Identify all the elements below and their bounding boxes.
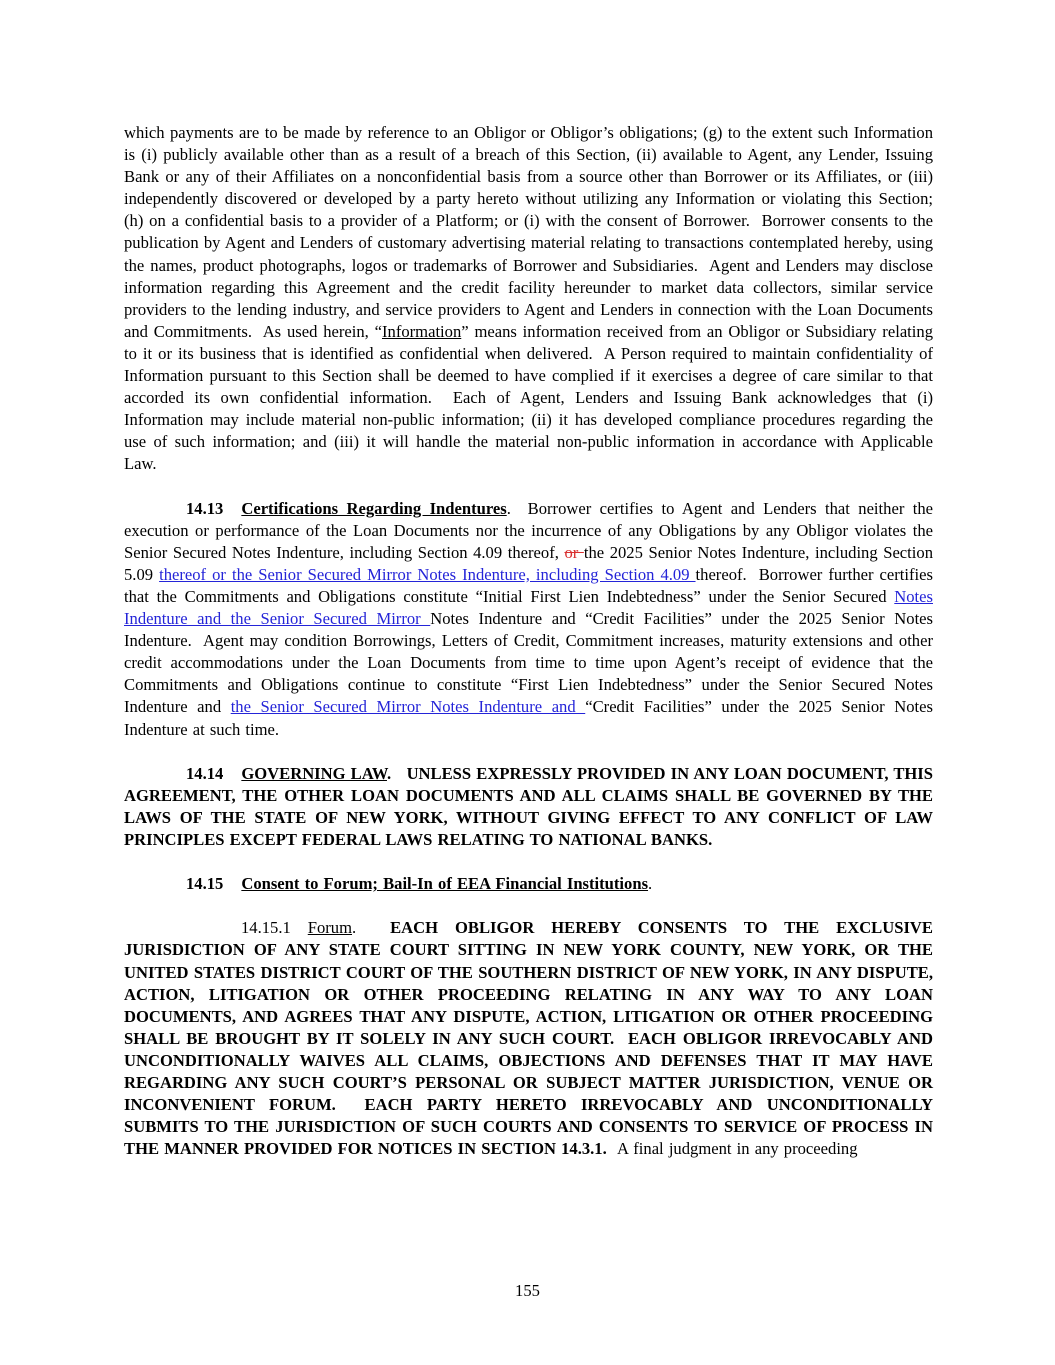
page-body <box>124 122 933 1160</box>
text-run: . <box>352 918 391 938</box>
text-run: 14.13 <box>186 498 224 518</box>
text-run: Notes Indenture and “Credit Facilities” under the 2025 Senior Notes Indenture. Agent may condition Borrowings, Letters of Credit, Commitment increases, maturity extensions and other credit accommodations under the Loan Documents from time to time upon Agent’s receipt of evidence that the Commitments and Obligations continue to constitute “First Lien Indebtedness” under the Senior Secured Notes Indenture and <box>124 609 933 717</box>
text-run: Notes Indenture and the Senior Secured Mirror <box>124 586 933 629</box>
page-number: 155 <box>515 1281 540 1300</box>
text-run: ” means information received from an Obligor or Subsidiary relating to it or its business that is identified as confidential when delivered. A Person required to maintain confidentiality of Information pursuant to this Section shall be deemed to have complied if it exercises a degree of care similar to that accorded its own confidential information. Each of Agent, Lenders and Issuing Bank acknowledges that (i) Information may include material non-public information; (ii) it has developed compliance procedures regarding the use of such information; and (iii) it will handle the material non-public information in accordance with Applicable Law. <box>124 321 933 474</box>
section-14-13-certifications-regarding-indentures <box>124 498 933 741</box>
text-run: Consent to Forum; Bail-In of EEA Financial Institutions <box>241 874 649 894</box>
section-14-15-consent-to-forum-heading <box>124 873 933 895</box>
text-run: GOVERNING LAW <box>241 763 387 783</box>
text-run: thereof or the Senior Secured Mirror Notes Indenture, including Section 4.09 <box>159 564 696 584</box>
paragraph-confidentiality <box>124 122 933 476</box>
text-run: the 2025 Senior Notes Indenture, including Section 5.09 <box>124 542 933 584</box>
section-14-14-governing-law <box>124 763 933 851</box>
text-run: 14.15 <box>186 874 224 894</box>
text-run: . UNLESS EXPRESSLY PROVIDED IN ANY LOAN DOCUMENT, THIS AGREEMENT, THE OTHER LOAN DOCUMENTS AND ALL CLAIMS SHALL BE GOVERNED BY THE LAWS OF THE STATE OF NEW YORK, WITHOUT GIVING EFFECT TO ANY CONFLICT OF LAW PRINCIPLES EXCEPT FEDERAL LAWS RELATING TO NATIONAL BANKS. <box>124 763 933 849</box>
text-run: Certifications Regarding Indentures <box>241 498 507 518</box>
text-run: EACH OBLIGOR HEREBY CONSENTS TO THE EXCLUSIVE JURISDICTION OF ANY STATE COURT SITTING IN NEW YORK COUNTY, NEW YORK, OR THE UNITED STATES DISTRICT COURT OF THE SOUTHERN DISTRICT OF NEW YORK, IN ANY DISPUTE, ACTION, LITIGATION OR OTHER PROCEEDING RELATING IN ANY WAY TO ANY LOAN DOCUMENTS, AND AGREES THAT ANY DISPUTE, ACTION, LITIGATION OR OTHER PROCEEDING SHALL BE BROUGHT BY IT SOLELY IN ANY SUCH COURT. EACH OBLIGOR IRREVOCABLY AND UNCONDITIONALLY WAIVES ALL CLAIMS, OBJECTIONS AND DEFENSES THAT IT MAY HAVE REGARDING ANY SUCH COURT’S PERSONAL OR SUBJECT MATTER JURISDICTION, VENUE OR INCONVENIENT FORUM. EACH PARTY HERETO IRREVOCABLY AND UNCONDITIONALLY SUBMITS TO THE JURISDICTION OF SUCH COURTS AND CONSENTS TO SERVICE OF PROCESS IN THE MANNER PROVIDED FOR NOTICES IN SECTION 14.3.1. <box>124 918 933 1159</box>
section-14-15-1-forum <box>124 917 933 1160</box>
text-run: Forum <box>307 918 353 938</box>
text-run: . Borrower certifies to Agent and Lenders that neither the execution or performance of the Loan Documents nor the incurrence of any Obligations by any Obligor violates the Senior Secured Notes Indenture, including Section 4.09 thereof, <box>124 498 934 562</box>
text-run: Information <box>382 321 462 341</box>
text-run: “Credit Facilities” under the 2025 Senior Notes Indenture at such time. <box>124 697 933 739</box>
text-run: thereof. Borrower further certifies that the Commitments and Obligations constitute “Initial First Lien Indebtedness” under the Senior Secured <box>124 564 933 606</box>
text-run: or <box>564 542 584 562</box>
text-run: 14.14 <box>186 763 224 783</box>
text-run: which payments are to be made by reference to an Obligor or Obligor’s obligations; (g) to the extent such Information is (i) publicly available other than as a result of a breach of this Section, (ii) available to Agent, any Lender, Issuing Bank or any of their Affiliates on a nonconfidential basis from a source other than Borrower or its Affiliates, or (iii) independently discovered or developed by a party hereto without utilizing any Information or violating this Section; (h) on a confidential basis to a provider of a Platform; or (i) with the consent of Borrower. Borrower consents to the publication by Agent and Lenders of customary advertising material relating to transactions contemplated hereby, using the names, product photographs, logos or trademarks of Borrower and Subsidiaries. Agent and Lenders may disclose information regarding this Agreement and the credit facility hereunder to market data collectors, similar service providers to the lending industry, and service providers to Agent and Lenders in connection with the Loan Documents and Commitments. As used herein, “ <box>124 123 933 341</box>
text-run: the Senior Secured Mirror Notes Indenture and <box>230 697 586 717</box>
text-run: . <box>648 874 653 894</box>
text-run: A final judgment in any proceeding <box>617 1139 858 1159</box>
text-run: 14.15.1 <box>241 918 308 938</box>
